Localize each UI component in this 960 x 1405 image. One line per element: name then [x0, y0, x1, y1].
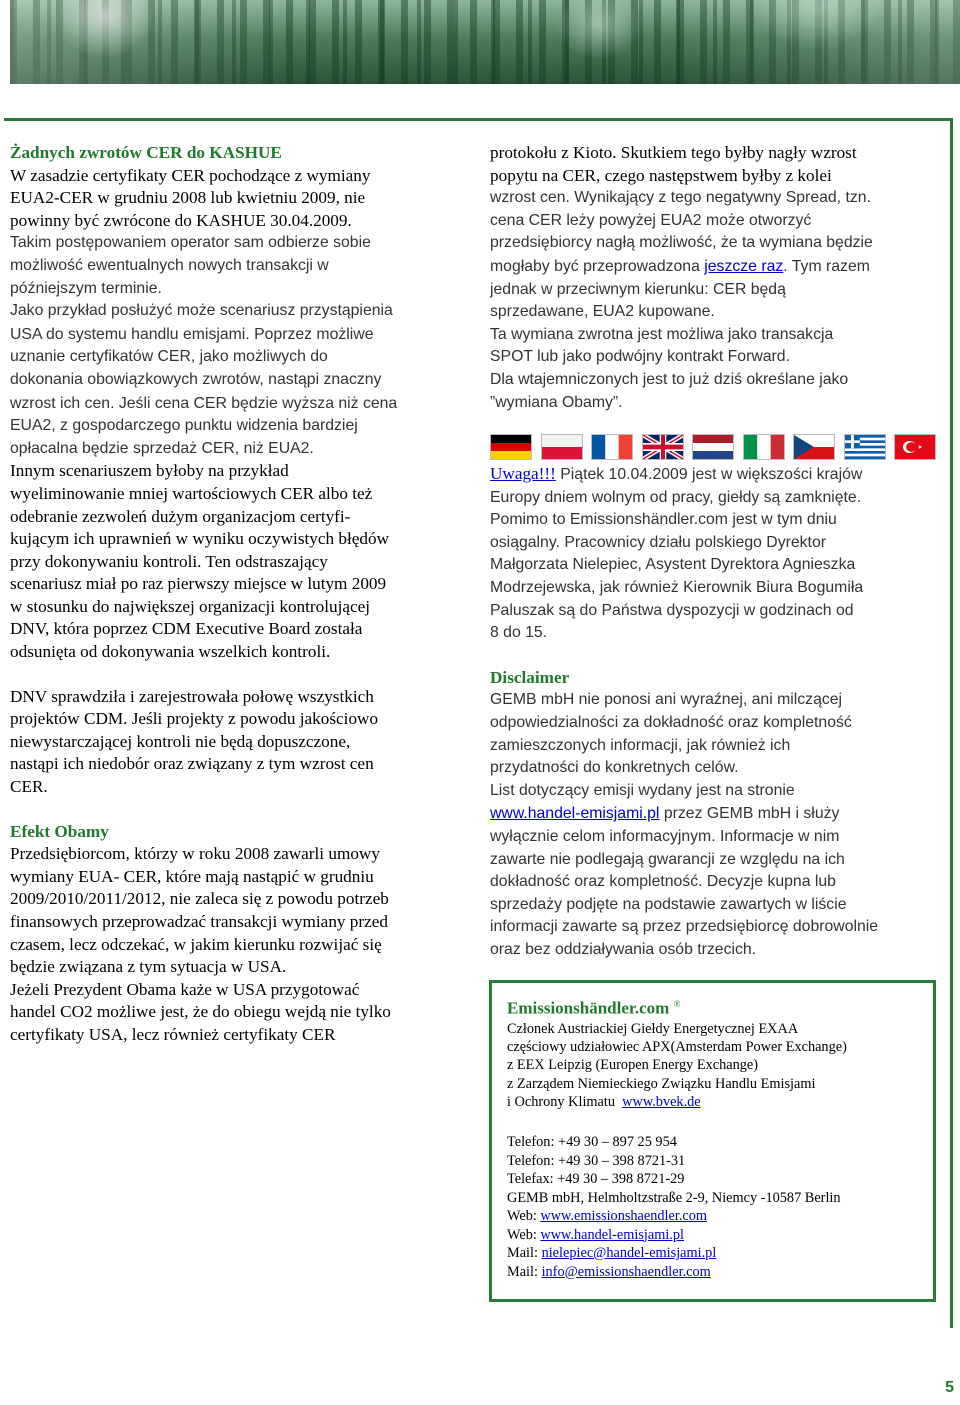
text-line: Przedsiębiorcom, którzy w roku 2008 zawarli umowy — [10, 844, 380, 864]
section-title-obama-effect: Efekt Obamy — [10, 821, 109, 841]
info-text: i Ochrony Klimatu — [507, 1094, 616, 1111]
text-line: 2009/2010/2011/2012, nie zaleca się z powodu potrzeb — [10, 889, 389, 909]
web-line — [507, 1226, 927, 1245]
text-line: dokonania obowiązkowych zwrotów, nastąpi znaczny — [10, 370, 382, 388]
text-line: powinny być zwrócone do KASHUE 30.04.2009. — [10, 210, 352, 230]
text-line — [10, 323, 454, 347]
text-line: Pomimo to Emissionshändler.com jest w tym dniu — [490, 511, 837, 529]
text-line: odebranie zezwoleń dużym organizacjom certyfi- — [10, 506, 351, 526]
link-bvek[interactable]: www.bvek.de — [622, 1094, 701, 1111]
text-line: SPOT lub jako podwójny kontrakt Forward. — [490, 348, 790, 366]
label: Web: — [507, 1226, 541, 1243]
text-line: przy dokonywaniu kontroli. Ten odstraszający — [10, 551, 328, 571]
text-line: projektów CDM. Jeśli projekty z powodu jakościowo — [10, 709, 379, 729]
link-handel-emisjami[interactable]: www.handel-emisjami.pl — [490, 805, 660, 823]
text-line: przydatności do konkretnych celów. — [490, 759, 739, 777]
text-line: EUA2, z gospodarczego punktu widzenia bardziej — [10, 417, 358, 435]
text-line: przedsiębiorcy nagłą możliwość, że ta wymiana będzie — [490, 234, 873, 252]
text-line: zawarte nie podlegają gwarancji ze względu na ich — [490, 850, 845, 868]
text-line: Dla wtajemniczonych jest to już dziś określane jako — [490, 370, 849, 388]
text-line: 8 do 15. — [490, 624, 548, 642]
text-line: handel CO2 możliwe jest, że do obiegu wejdą nie tylko — [10, 1002, 391, 1022]
forest-header-banner — [10, 0, 960, 84]
text-line: cena CER leży powyżej EUA2 może otworzyć — [490, 211, 812, 229]
text-line: finansowych przeprowadzać transakcji wymiany przed — [10, 912, 388, 931]
contact-box — [489, 980, 936, 1302]
label: Web: — [507, 1208, 541, 1224]
flag-row — [490, 434, 936, 462]
text-line — [10, 392, 454, 416]
text-line — [490, 463, 936, 487]
text-line: scenariusz miał po raz pierwszy miejsce w lutym 2009 — [10, 574, 387, 594]
info-line — [507, 1093, 927, 1111]
text-line: wyłącznie celom informacyjnym. Informacje w nim — [490, 827, 840, 845]
text-line: wymiany EUA- CER, które mają nastąpić w grudniu — [10, 866, 374, 886]
text-line: Takim postępowaniem operator sam odbierze sobie — [10, 234, 371, 252]
info-line: z EEX Leipzig (Europen Energy Exchange) — [507, 1057, 759, 1074]
flag-italy-icon — [743, 434, 785, 460]
text-span: wzrost ich cen. — [10, 394, 115, 412]
text-line: będzie związana z tym sytuacja w USA. — [10, 957, 287, 977]
flag-netherlands-icon — [692, 434, 734, 460]
spacer — [10, 799, 454, 821]
text-span: . Tym razem — [783, 257, 870, 275]
link-mail-nielepiec[interactable]: nielepiec@handel-emisjami.pl — [541, 1245, 717, 1261]
text-span: mogłaby być przeprowadzona — [490, 257, 705, 275]
flag-france-icon — [591, 434, 633, 460]
label: Mail: — [507, 1263, 542, 1280]
text-line: wzrost cen. Wynikający z tego negatywny Spread, tzn. — [490, 189, 871, 207]
text-line: nastąpi ich niedobór oraz związany z tym wzrost cen — [10, 754, 374, 774]
text-line: EUA2-CER w grudniu 2008 lub kwietniu 2009, nie — [10, 188, 366, 208]
text-line: dokładność oraz kompletność. Decyzje kupna lub — [490, 873, 836, 891]
text-line: GEMB mbH nie ponosi ani wyraźnej, ani milczącej — [490, 691, 843, 709]
fax-line: Telefax: +49 30 – 398 8721-29 — [507, 1171, 685, 1187]
flag-poland-icon — [541, 434, 583, 460]
text-line: jednak w przeciwnym kierunku: CER będą — [490, 280, 786, 298]
right-column — [490, 142, 936, 414]
text-span: USA do systemu handlu emisjami. — [10, 325, 250, 343]
link-mail-info[interactable]: info@emissionshaendler.com — [541, 1263, 711, 1280]
phone-line: Telefon: +49 30 – 897 25 954 — [507, 1134, 677, 1150]
text-line — [490, 255, 936, 279]
section-title-disclaimer: Disclaimer — [490, 667, 570, 687]
link-jeszcze-raz[interactable]: jeszcze raz — [704, 257, 784, 275]
brand-text: Emissionshändler.com — [507, 998, 670, 1018]
text-span: przez GEMB mbH i służy — [659, 805, 840, 823]
text-line: kującym ich uprawnień w wyniku oczywistych błędów — [10, 529, 389, 549]
flag-czech-icon — [793, 434, 835, 460]
company-info — [507, 993, 927, 1112]
text-line: Małgorzata Nielepiec, Asystent Dyrektora Agnieszka — [490, 556, 856, 574]
address-line: GEMB mbH, Helmholtzstraße 2-9, Niemcy -10587 Berlin — [507, 1189, 841, 1206]
text-line: w stosunku do największej organizacji kontrolującej — [10, 596, 371, 616]
text-line: zamieszczonych informacji, jak również ich — [490, 736, 791, 754]
text-line: czasem, lecz odczekać, w jakim kierunku rozwijać się — [10, 934, 382, 954]
text-line: Jeżeli Prezydent Obama każe w USA przygotować — [10, 979, 360, 999]
text-line: certyfikaty USA, lecz również certyfikaty CER — [10, 1024, 336, 1044]
web-line — [507, 1207, 927, 1226]
text-line: popytu na CER, czego następstwem byłby z kolei — [490, 165, 832, 185]
flag-uk-icon — [642, 434, 684, 460]
text-span: Poprzez możliwe — [249, 325, 374, 343]
text-line: odsunięta od dokonywania wszelkich kontroli. — [10, 642, 331, 662]
text-line: DNV sprawdziła i zarejestrowała połowę wszystkich — [10, 686, 374, 706]
text-line: opłacalna będzie sprzedaż CER, niż EUA2. — [10, 439, 314, 457]
text-line: wyeliminowanie mniej wartościowych CER albo też — [10, 483, 373, 503]
section-title-no-returns: Żadnych zwrotów CER do KASHUE — [10, 143, 282, 162]
registered-mark: ® — [673, 999, 681, 1009]
notice-label[interactable]: Uwaga!!! — [490, 464, 556, 483]
phone-line: Telefon: +49 30 – 398 8721-31 — [507, 1152, 686, 1169]
text-line: DNV, która poprzez CDM Executive Board została — [10, 619, 363, 639]
text-line: późniejszym terminie. — [10, 279, 162, 297]
text-line: Modrzejewska, jak również Kierownik Biura Bogumiła — [490, 578, 864, 596]
text-line: uznanie certyfikatów CER, jako możliwych do — [10, 348, 328, 366]
text-line: oraz bez oddziaływania osób trzecich. — [490, 940, 757, 958]
mail-line — [507, 1244, 927, 1263]
text-line: protokołu z Kioto. Skutkiem tego byłby nagły wzrost — [490, 143, 857, 162]
mail-line — [507, 1263, 927, 1282]
link-emissionshaendler[interactable]: www.emissionshaendler.com — [540, 1208, 708, 1224]
info-line: z Zarządem Niemieckiego Związku Handlu Emisjami — [507, 1075, 816, 1092]
text-line — [490, 802, 936, 826]
text-line: Paluszak są do Państwa dyspozycji w godzinach od — [490, 601, 854, 619]
text-line: ”wymiana Obamy”. — [490, 393, 623, 411]
text-line: Europy dniem wolnym od pracy, giełdy są zamknięte. — [490, 488, 862, 506]
info-line: Członek Austriackiej Giełdy Energetycznej EXAA — [507, 1020, 799, 1037]
right-column-notice — [490, 463, 936, 961]
flag-germany-icon — [490, 434, 532, 460]
page-number: 5 — [945, 1379, 954, 1396]
left-column — [10, 142, 454, 1047]
text-line: odpowiedzialności za dokładność oraz kompletność — [490, 713, 852, 731]
text-line: W zasadzie certyfikaty CER pochodzące z wymiany — [10, 165, 371, 185]
text-span: Jeśli cena CER będzie wyższa niż cena — [114, 394, 398, 412]
text-line: sprzedawane, EUA2 kupowane. — [490, 303, 715, 321]
text-line: osiągalny. Pracownicy działu polskiego Dyrektor — [490, 533, 826, 551]
text-line: Jako przykład posłużyć może scenariusz przystąpienia — [10, 302, 393, 320]
link-handel-emisjami-web[interactable]: www.handel-emisjami.pl — [540, 1226, 684, 1243]
company-name — [507, 993, 927, 1020]
text-line: Innym scenariuszem byłoby na przykład — [10, 461, 289, 481]
spacer — [490, 645, 936, 667]
spacer — [10, 664, 454, 686]
banner-glow — [10, 0, 960, 84]
text-line: możliwość ewentualnych nowych transakcji w — [10, 256, 329, 274]
text-line: niewystarczającej kontroli nie będą dopuszczone, — [10, 731, 351, 751]
text-line: sprzedaży podjęte na podstawie zawartych w liście — [490, 895, 847, 913]
text-line: informacji zawarte są przez przedsiębiorcę dobrowolnie — [490, 918, 879, 936]
text-line: Ta wymiana zwrotna jest możliwa jako transakcja — [490, 325, 834, 343]
info-line: częściowy udziałowiec APX(Amsterdam Power Exchange) — [507, 1039, 847, 1056]
text-line: CER. — [10, 777, 48, 797]
text-span: Piątek 10.04.2009 jest w większości krajów — [555, 466, 863, 483]
flag-greece-icon — [844, 434, 886, 460]
text-line: List dotyczący emisji wydany jest na stronie — [490, 781, 795, 799]
flag-turkey-icon — [894, 434, 936, 460]
contact-details — [507, 1133, 927, 1281]
label: Mail: — [507, 1245, 542, 1261]
